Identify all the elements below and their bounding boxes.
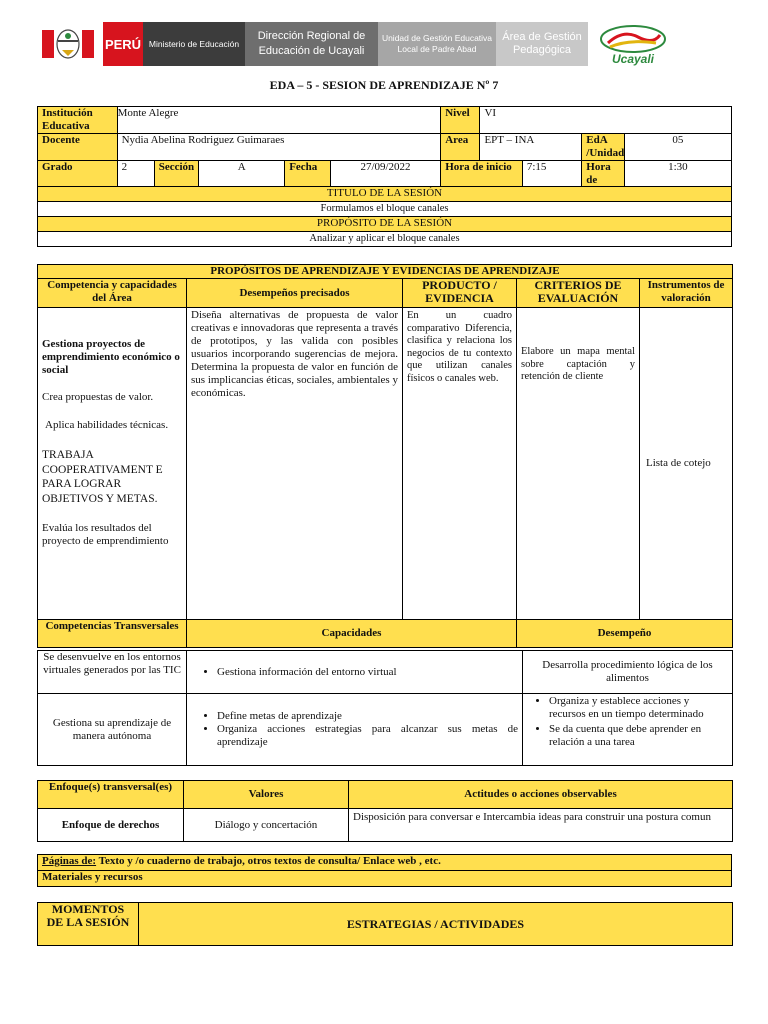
- page-title: EDA – 5 - SESION DE APRENDIZAJE Nº 7: [269, 78, 499, 92]
- desempeno-cell: Diseña alternativas de propuesta de valor creativas e innovadoras que representa a través de prototipos, y las valida con posibles usuarios incorporando sugerencias de mejora. Determina la propuesta de valor en función de sus implicancias éticas, sociales, ambientales y económicas.: [187, 308, 403, 620]
- hora-fin-label: Hora de: [582, 161, 624, 201]
- seccion-value: A: [199, 161, 285, 201]
- peru-coat-of-arms-logo: [33, 22, 103, 66]
- col-actitudes: Actitudes o acciones observables: [349, 781, 733, 809]
- col-enfoque: Enfoque(s) transversal(es): [38, 781, 184, 809]
- hora-fin-value: 1:30: [624, 161, 731, 201]
- instrumento-cell: Lista de cotejo: [640, 308, 733, 620]
- ministerio-label: Ministerio de Educación: [143, 22, 245, 66]
- ucayali-emblem-icon: [598, 23, 668, 53]
- area-value: EPT – INA: [480, 134, 582, 161]
- row2-desempeno-2: • Se da cuenta que debe aprender en relación a una tarea: [549, 723, 728, 749]
- ucayali-logo: [588, 22, 678, 66]
- docente-label: Docente: [38, 134, 118, 161]
- row2-desempeno-cell: [523, 694, 733, 766]
- enfoque-value: Enfoque de derechos: [38, 809, 184, 842]
- col-desempeno: Desempeño: [517, 620, 733, 648]
- row2-capacidad-cell: [187, 694, 523, 766]
- eda-value: 05: [624, 134, 731, 161]
- paginas-label: Páginas de:: [42, 855, 97, 867]
- capacidad-1: Crea propuestas de valor.: [42, 391, 154, 403]
- ugel-label: Unidad de Gestión Educativa Local de Padre Abad: [378, 22, 496, 66]
- col-competencia: Competencia y capacidades del Área: [38, 279, 187, 308]
- paginas-text: Texto y /o cuaderno de trabajo, otros textos de consulta/ Enlace web , etc.: [96, 855, 441, 867]
- estrategias-label: ESTRATEGIAS / ACTIVIDADES: [139, 903, 733, 946]
- enfoque-table: [37, 780, 733, 842]
- titulo-label: TITULO DE LA SESIÓN: [38, 187, 732, 202]
- purposes-header: PROPÓSITOS DE APRENDIZAJE Y EVIDENCIAS DE APRENDIZAJE: [38, 265, 733, 279]
- col-competencias-transversales: Competencias Transversales: [38, 620, 187, 648]
- col-producto: PRODUCTO / EVIDENCIA: [403, 279, 517, 308]
- col-desempenos: Desempeños precisados: [187, 279, 403, 308]
- row2-capacidad-1: • Define metas de aprendizaje: [217, 710, 518, 723]
- hora-inicio-label: Hora de inicio: [441, 161, 523, 201]
- titulo-value: Formulamos el bloque canales: [38, 202, 732, 217]
- row1-capacidad-cell: [187, 651, 523, 694]
- grado-value: 2: [117, 161, 154, 201]
- competencia-title: Gestiona proyectos de emprendimiento económico o social: [42, 338, 180, 376]
- row1-capacidad: • Gestiona información del entorno virtual: [217, 666, 518, 679]
- paginas-cell: [38, 855, 732, 871]
- fecha-label: Fecha: [285, 161, 331, 201]
- capacidad-4: Evalúa los resultados del proyecto de emprendimiento: [42, 522, 169, 547]
- area-label: Area: [441, 134, 480, 161]
- capacidad-3: TRABAJA COOPERATIVAMENT E PARA LOGRAR OBJETIVOS Y METAS.: [42, 449, 163, 505]
- col-capacidades: Capacidades: [187, 620, 517, 648]
- row2-competencia: Gestiona su aprendizaje de manera autónoma: [38, 694, 187, 766]
- session-table: [37, 186, 732, 247]
- momentos-label: MOMENTOS DE LA SESIÓN: [38, 903, 139, 946]
- row2-capacidad-2: • Organiza acciones estrategias para alcanzar sus metas de aprendizaje: [217, 723, 518, 749]
- seccion-label: Sección: [154, 161, 199, 201]
- paginas-table: [37, 854, 732, 887]
- valores-value: Diálogo y concertación: [184, 809, 349, 842]
- capacidad-2: Aplica habilidades técnicas.: [45, 419, 169, 431]
- col-instrumentos: Instrumentos de valoración: [640, 279, 733, 308]
- col-criterios: CRITERIOS DE EVALUACIÓN: [517, 279, 640, 308]
- institucion-value: Monte Alegre: [117, 107, 441, 134]
- nivel-value: VI: [480, 107, 732, 134]
- grado-label: Grado: [38, 161, 118, 201]
- eda-label: EdA /Unidad: [582, 134, 624, 161]
- row2-desempeno-1: • Organiza y establece acciones y recursos en un tiempo determinado: [549, 695, 728, 721]
- row1-competencia: Se desenvuelve en los entornos virtuales generados por las TIC: [38, 651, 187, 694]
- fecha-value: 27/09/2022: [330, 161, 440, 201]
- shield-icon: [38, 24, 98, 64]
- header-banner: [33, 22, 678, 66]
- institucion-label: Institución Educativa: [38, 107, 118, 134]
- nivel-label: Nivel: [441, 107, 480, 134]
- competencia-cell: [38, 308, 187, 620]
- area-gestion-label: Área de Gestión Pedagógica: [496, 22, 588, 66]
- dre-label: Dirección Regional de Educación de Ucayali: [245, 22, 378, 66]
- ucayali-label: Ucayali: [611, 52, 655, 66]
- criterio-cell: Elabore un mapa mental sobre captación y retención de cliente: [517, 308, 640, 620]
- hora-inicio-value: 7:15: [522, 161, 581, 201]
- momentos-table: [37, 902, 733, 946]
- docente-value: Nydia Abelina Rodriguez Guimaraes: [117, 134, 441, 161]
- row1-desempeno: Desarrolla procedimiento lógica de los alimentos: [523, 651, 733, 694]
- proposito-value: Analizar y aplicar el bloque canales: [38, 232, 732, 247]
- producto-cell: En un cuadro comparativo Diferencia, clasifica y relaciona los negocios de tu contexto que utilizan canales físicos o canales web.: [403, 308, 517, 620]
- col-valores: Valores: [184, 781, 349, 809]
- transversal-table: [37, 650, 733, 766]
- materiales-label: Materiales y recursos: [38, 871, 732, 887]
- purposes-table: [37, 264, 733, 648]
- proposito-label: PROPÓSITO DE LA SESIÓN: [38, 217, 732, 232]
- actitudes-value: Disposición para conversar e Intercambia ideas para construir una postura comun: [349, 809, 733, 842]
- peru-label: PERÚ: [103, 22, 143, 66]
